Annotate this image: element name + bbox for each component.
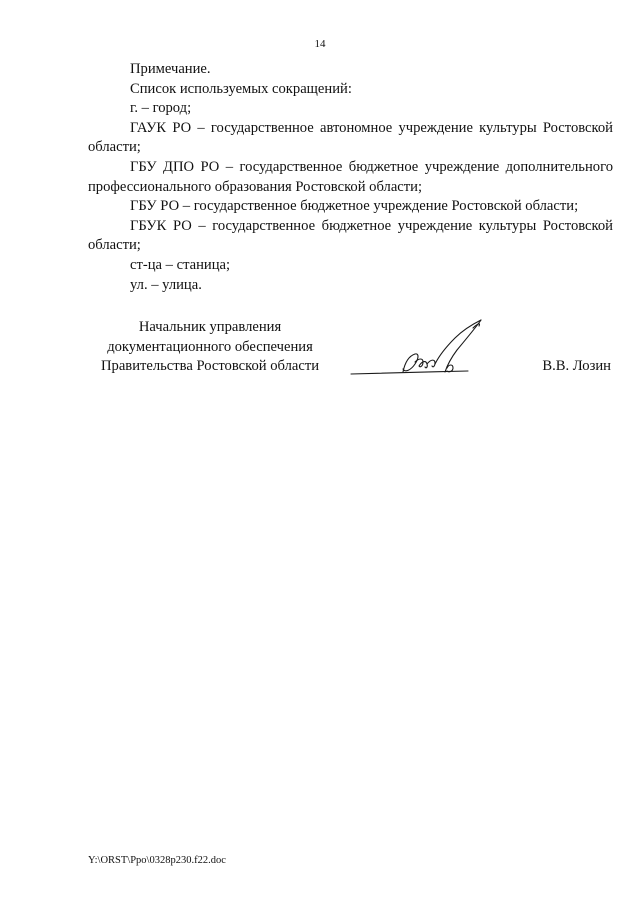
abbreviation-item: ГБУК РО – государственное бюджетное учреждение культуры Ростовской области; bbox=[88, 217, 613, 254]
abbreviation-item: ГБУ РО – государственное бюджетное учреждение Ростовской области; bbox=[130, 198, 579, 215]
abbreviations-note bbox=[88, 60, 613, 295]
abbreviations-list-heading: Список используемых сокращений: bbox=[130, 80, 352, 97]
abbreviation-item: ГАУК РО – государственное автономное учреждение культуры Ростовской области; bbox=[88, 119, 613, 156]
signatory-title-line: Начальник управления bbox=[138, 319, 282, 335]
note-heading: Примечание. bbox=[130, 61, 211, 77]
file-path-footer: Y:\ORST\Ppo\0328p230.f22.doc bbox=[88, 855, 226, 866]
handwritten-signature bbox=[343, 318, 513, 380]
abbreviation-item: ГБУ ДПО РО – государственное бюджетное учреждение дополнительного профессионального образования Ростовской области; bbox=[88, 158, 613, 195]
abbreviation-item: ст-ца – станица; bbox=[130, 256, 231, 273]
signatory-title-line: документационного обеспечения bbox=[107, 338, 313, 355]
page-number: 14 bbox=[314, 38, 326, 50]
signatory-name: В.В. Лозин bbox=[542, 358, 611, 374]
signatory-title bbox=[88, 318, 332, 377]
signature-block bbox=[88, 318, 613, 378]
signatory-title-line: Правительства Ростовской области bbox=[100, 358, 320, 375]
abbreviation-item: ул. – улица. bbox=[130, 276, 202, 293]
abbreviation-item: г. – город; bbox=[130, 100, 192, 117]
